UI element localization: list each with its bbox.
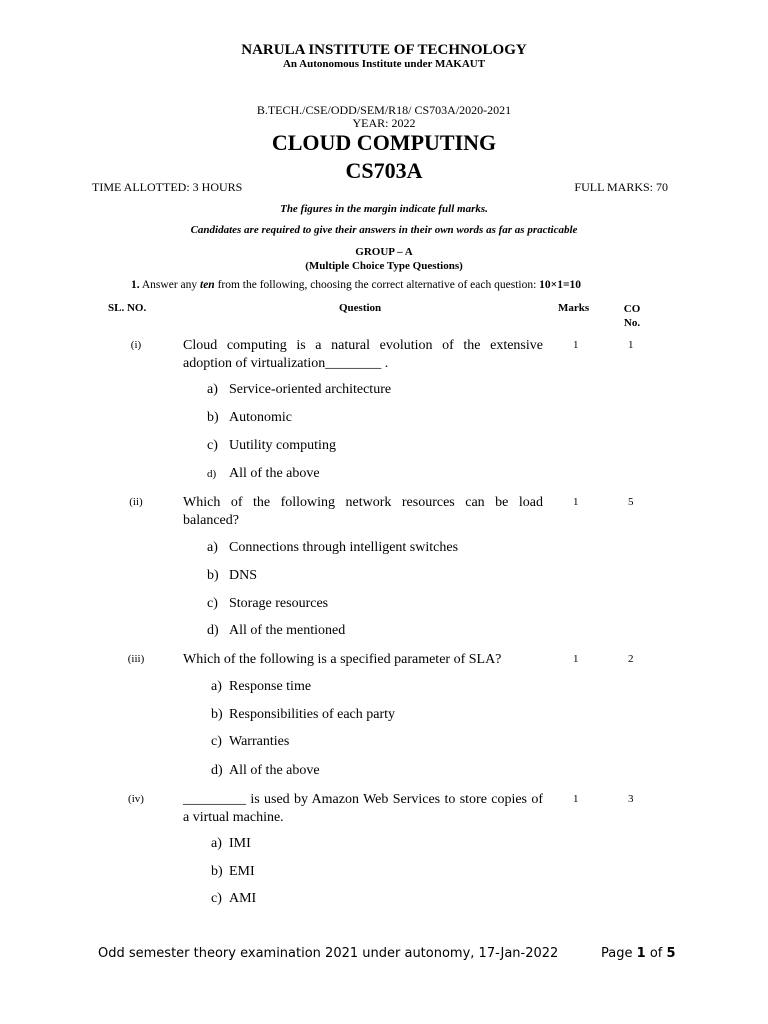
- page-number: [601, 946, 676, 961]
- option-label: a): [211, 679, 222, 694]
- subject-code: CS703A: [345, 158, 423, 183]
- option-item: [211, 763, 320, 779]
- option-item: [211, 734, 289, 750]
- option-text: All of the above: [229, 466, 320, 481]
- option-label: c): [207, 438, 218, 453]
- footer-exam-info: Odd semester theory examination 2021 under autonomy, 17-Jan-2022: [98, 946, 559, 961]
- option-text: Service-oriented architecture: [229, 382, 392, 397]
- question-marks: 1: [573, 339, 579, 351]
- header-question: Question: [339, 302, 382, 314]
- option-label: b): [207, 410, 219, 425]
- instruction-number: 1.: [131, 279, 140, 291]
- option-label: b): [207, 568, 219, 583]
- header-sl-no: SL. NO.: [108, 302, 147, 314]
- question-number: (iii): [127, 653, 145, 665]
- question-text: _________ is used by Amazon Web Services to store copies of a virtual machine.: [183, 792, 543, 825]
- option-item: [207, 568, 257, 584]
- option-text: EMI: [229, 864, 255, 879]
- question-text: Cloud computing is a natural evolution of the extensive adoption of virtualization________ .: [183, 338, 543, 371]
- option-item: [211, 864, 255, 880]
- page-label: Page: [601, 946, 633, 961]
- instruction-post: from the following, choosing the correct alternative of each question:: [217, 279, 537, 291]
- institute-name: NARULA INSTITUTE OF TECHNOLOGY: [241, 42, 527, 58]
- instruction-pre: Answer any: [141, 279, 198, 291]
- option-text: AMI: [229, 891, 257, 906]
- instruction-emphasis: ten: [200, 279, 215, 291]
- question-text: Which of the following network resources can be load balanced?: [183, 495, 543, 528]
- candidates-note: Candidates are required to give their answers in their own words as far as practicable: [190, 224, 578, 236]
- total-pages: 5: [666, 946, 676, 961]
- paper-code-line: B.TECH./CSE/ODD/SEM/R18/ CS703A/2020-2021: [256, 103, 512, 117]
- option-label: b): [211, 864, 223, 879]
- option-item: [207, 382, 391, 398]
- option-label: c): [207, 596, 218, 611]
- question-marks: 1: [573, 653, 579, 665]
- option-text: Autonomic: [229, 410, 292, 425]
- option-item: [211, 679, 311, 695]
- exam-year: YEAR: 2022: [352, 116, 416, 130]
- option-label: d): [207, 468, 217, 480]
- option-label: b): [211, 707, 223, 722]
- question-text: Which of the following is a specified parameter of SLA?: [183, 652, 502, 667]
- header-marks: Marks: [558, 302, 590, 314]
- question-marks: 1: [573, 496, 579, 508]
- option-text: IMI: [229, 836, 251, 851]
- option-item: [207, 623, 345, 639]
- question-number: (iv): [128, 793, 144, 805]
- question-instruction: [131, 279, 581, 291]
- group-subtitle: (Multiple Choice Type Questions): [305, 260, 463, 272]
- option-label: c): [211, 734, 222, 749]
- option-label: a): [207, 540, 218, 555]
- option-text: Storage resources: [229, 596, 329, 611]
- instruction-marks: 10×1=10: [539, 279, 582, 291]
- option-item: [207, 466, 320, 482]
- group-title: GROUP – A: [355, 246, 413, 258]
- question-co: 3: [628, 793, 634, 805]
- option-label: d): [207, 623, 219, 638]
- current-page: 1: [636, 946, 646, 961]
- header-co-no: CO No.: [623, 303, 641, 329]
- option-text: DNS: [229, 568, 258, 583]
- option-text: Responsibilities of each party: [229, 707, 396, 722]
- full-marks: FULL MARKS: 70: [574, 180, 668, 194]
- option-label: d): [211, 763, 223, 778]
- option-item: [207, 596, 328, 612]
- option-item: [211, 836, 251, 852]
- option-item: [207, 410, 292, 426]
- option-label: c): [211, 891, 222, 906]
- option-text: All of the above: [229, 763, 320, 778]
- option-text: Uutility computing: [229, 438, 336, 453]
- question-co: 5: [628, 496, 634, 508]
- of-label: of: [649, 946, 663, 961]
- option-text: Response time: [229, 679, 312, 694]
- question-marks: 1: [573, 793, 579, 805]
- option-text: Warranties: [229, 734, 290, 749]
- option-label: a): [207, 382, 218, 397]
- margin-note: The figures in the margin indicate full marks.: [280, 203, 488, 215]
- option-item: [207, 540, 458, 556]
- subject-title: CLOUD COMPUTING: [271, 130, 497, 155]
- option-item: [211, 707, 395, 723]
- option-item: [211, 891, 256, 907]
- question-number: (ii): [129, 496, 143, 508]
- question-co: 2: [628, 653, 634, 665]
- question-co: 1: [628, 339, 634, 351]
- institute-subtitle: An Autonomous Institute under MAKAUT: [282, 58, 486, 70]
- option-text: All of the mentioned: [229, 623, 346, 638]
- option-item: [207, 438, 336, 454]
- question-number: (i): [130, 339, 142, 351]
- time-allotted: TIME ALLOTTED: 3 HOURS: [92, 180, 243, 194]
- option-text: Connections through intelligent switches: [229, 540, 459, 555]
- option-label: a): [211, 836, 222, 851]
